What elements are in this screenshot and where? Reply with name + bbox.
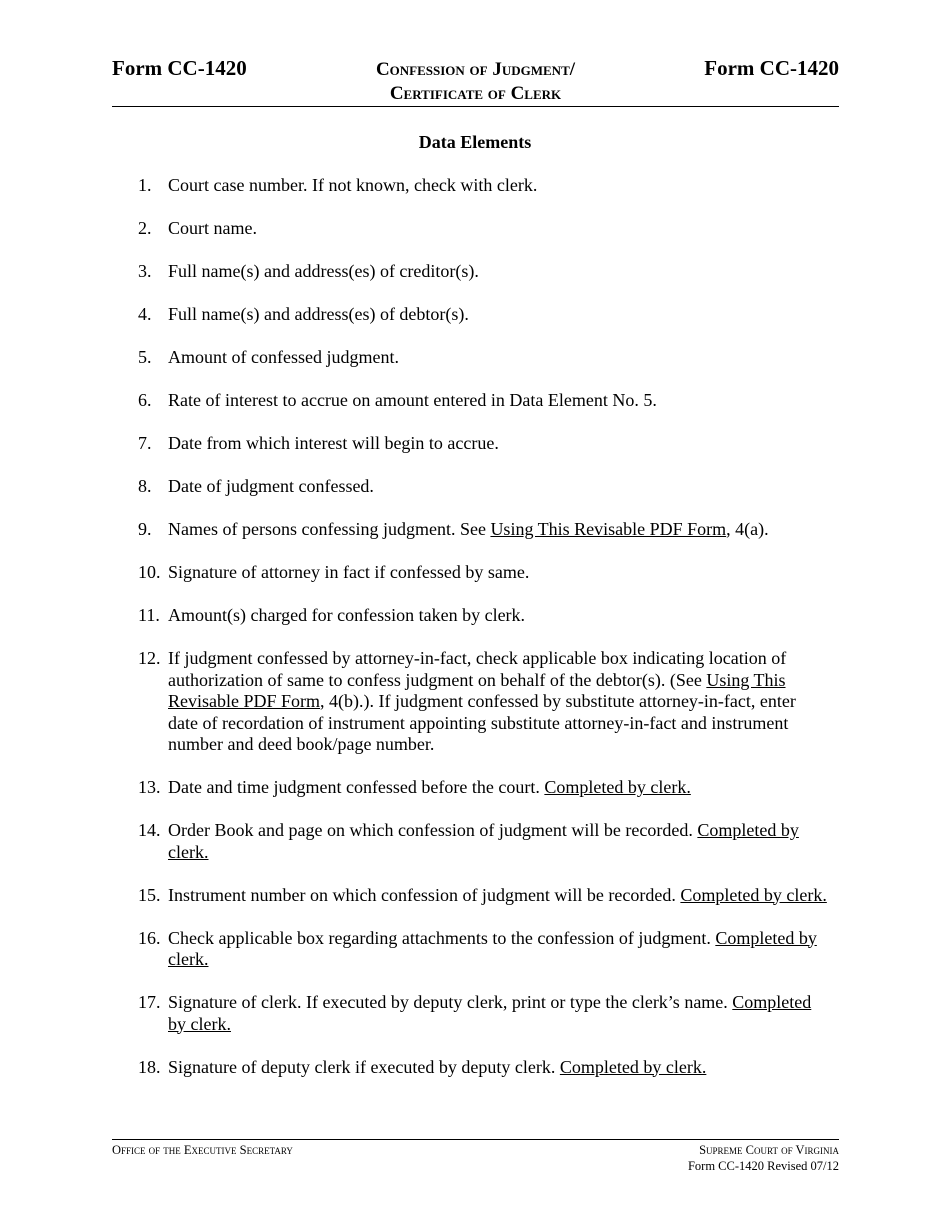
footer-court: Supreme Court of Virginia <box>699 1143 839 1157</box>
completed-by-clerk-note: Completed by clerk. <box>168 820 799 862</box>
list-item <box>138 347 828 369</box>
list-item <box>138 519 828 541</box>
list-item <box>138 433 828 455</box>
form-title-line-2: Certificate of Clerk <box>389 83 562 104</box>
list-item <box>138 777 828 799</box>
list-item <box>138 390 828 412</box>
item-text: Order Book and page on which confession of judgment will be recorded. <box>168 820 698 840</box>
item-text: Names of persons confessing judgment. See <box>168 519 491 539</box>
item-text: Court case number. If not known, check with clerk. <box>168 175 538 195</box>
item-text: Amount(s) charged for confession taken by clerk. <box>168 605 526 625</box>
completed-by-clerk-note: Completed by clerk. <box>680 884 827 905</box>
item-text: Amount of confessed judgment. <box>168 347 399 367</box>
list-item <box>138 261 828 283</box>
item-number: 15. <box>138 884 161 905</box>
completed-by-clerk-note: Completed by clerk. <box>544 777 691 797</box>
item-text: Full name(s) and address(es) of debtor(s). <box>168 304 469 324</box>
item-number: 16. <box>138 927 161 948</box>
list-item <box>138 648 828 756</box>
item-number: 1. <box>138 175 152 195</box>
item-text-suffix: , 4(a). <box>726 519 769 539</box>
footer-revision: Form CC-1420 Revised 07/12 <box>687 1159 839 1173</box>
item-text: Check applicable box regarding attachments to the confession of judgment. <box>168 927 716 948</box>
item-number: 17. <box>138 992 161 1012</box>
item-text: Full name(s) and address(es) of creditor(s). <box>168 261 479 281</box>
item-text: Instrument number on which confession of judgment will be recorded. <box>168 884 681 905</box>
list-item <box>138 175 828 197</box>
item-text: Date and time judgment confessed before the court. <box>168 777 545 797</box>
item-number: 3. <box>138 261 152 281</box>
list-item <box>138 218 828 240</box>
item-number: 13. <box>138 777 161 797</box>
list-item <box>138 928 828 971</box>
item-text: Signature of deputy clerk if executed by deputy clerk. <box>168 1056 560 1077</box>
list-item <box>138 820 828 863</box>
item-number: 5. <box>138 347 152 367</box>
item-number: 9. <box>138 519 152 539</box>
completed-by-clerk-note: Completed by clerk. <box>168 927 817 969</box>
item-text: If judgment confessed by attorney-in-fact, check applicable box indicating location of authorization of same to confess judgment on behalf of the debtor(s). (See <box>168 648 787 690</box>
completed-by-clerk-note: Completed by clerk. <box>168 992 812 1034</box>
list-item <box>138 992 828 1035</box>
item-number: 12. <box>138 648 161 668</box>
item-number: 14. <box>138 820 161 840</box>
item-number: 18. <box>138 1056 161 1077</box>
item-number: 8. <box>138 476 152 496</box>
list-item <box>138 605 828 627</box>
item-text: Signature of clerk. If executed by deputy clerk, print or type the clerk’s name. <box>168 992 733 1012</box>
item-number: 11. <box>138 605 160 625</box>
footer-office: Office of the Executive Secretary <box>112 1143 293 1157</box>
item-number: 4. <box>138 304 152 324</box>
item-text: Rate of interest to accrue on amount entered in Data Element No. 5. <box>168 390 657 410</box>
list-item <box>138 885 828 907</box>
data-elements-list <box>138 175 828 1100</box>
form-title-line-1: Confession of Judgment/ <box>375 59 576 80</box>
item-number: 6. <box>138 390 152 410</box>
item-text: Date from which interest will begin to accrue. <box>168 433 499 453</box>
item-number: 10. <box>138 562 161 582</box>
item-text: Court name. <box>168 218 257 238</box>
form-number-left: Form CC-1420 <box>112 56 247 80</box>
list-item <box>138 1057 828 1079</box>
pdf-form-reference: Using This Revisable PDF Form <box>490 519 727 539</box>
form-number-right: Form CC-1420 <box>704 56 839 80</box>
item-number: 2. <box>138 218 152 238</box>
footer-right-block <box>688 1142 839 1174</box>
page-footer <box>112 1139 839 1173</box>
item-text: Signature of attorney in fact if confessed by same. <box>168 562 530 582</box>
page-header <box>112 56 839 107</box>
item-text-suffix: , 4(b).). If judgment confessed by substitute attorney-in-fact, enter date of recordation of instrument appointing substitute attorney-in-fact and instrument number and deed book/page number. <box>168 691 796 754</box>
list-item <box>138 304 828 326</box>
item-number: 7. <box>138 433 152 453</box>
pdf-form-reference: Using This Revisable PDF Form <box>168 669 786 711</box>
section-heading: Data Elements <box>418 132 532 152</box>
completed-by-clerk-note: Completed by clerk. <box>559 1056 707 1077</box>
list-item <box>138 562 828 584</box>
list-item <box>138 476 828 498</box>
item-text: Date of judgment confessed. <box>168 476 374 496</box>
